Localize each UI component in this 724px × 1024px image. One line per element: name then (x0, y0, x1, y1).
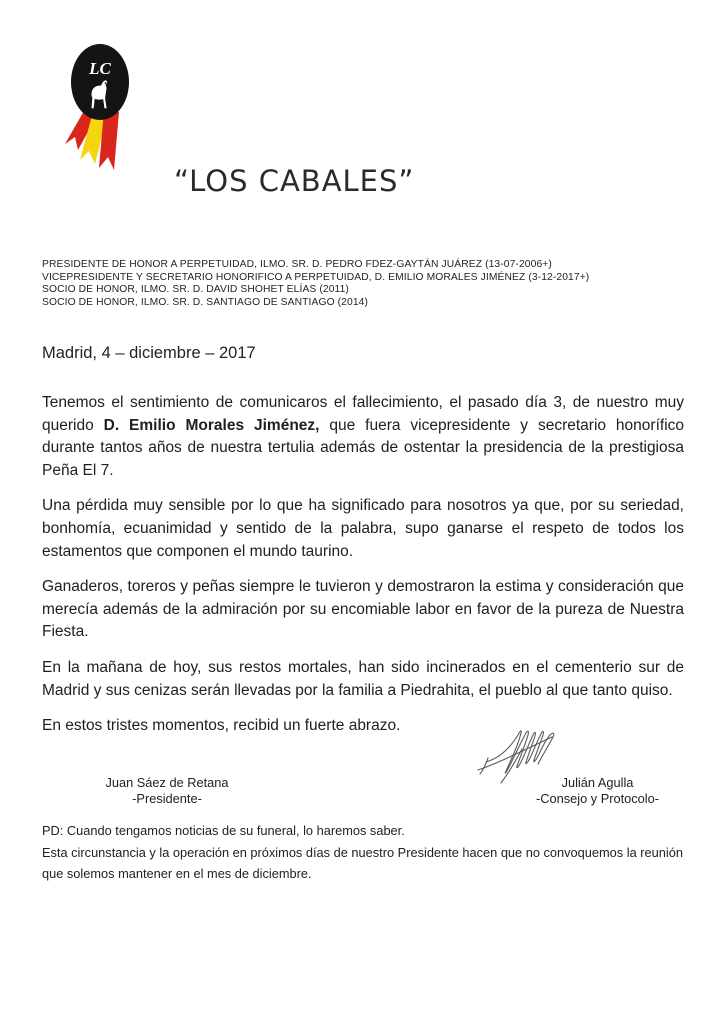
postscript-line-1: PD: Cuando tengamos noticias de su funeral, lo haremos saber. (42, 823, 405, 838)
letter-body (42, 392, 684, 751)
paragraph-2: Una pérdida muy sensible por lo que ha significado para nosotros ya que, por su seriedad, bonhomía, ecuanimidad y sentido de la palabra, supo ganarse el respeto de todos los estamentos que componen el mundo taurino. (42, 497, 684, 560)
signer-role-right: -Consejo y Protocolo- (535, 791, 660, 806)
paragraph-3: Ganaderos, toreros y peñas siempre le tuvieron y demostraron la estima y consideración que merecía además de la admiración por su encomiable labor en favor de la pureza de Nuestra Fiesta. (42, 578, 684, 641)
svg-text:LC: LC (89, 59, 111, 78)
honor-line: PRESIDENTE DE HONOR A PERPETUIDAD, ILMO. SR. D. PEDRO FDEZ-GAYTÁN JUÁREZ (13-07-2006+) (42, 259, 552, 270)
honor-line: SOCIO DE HONOR, ILMO. SR. D. DAVID SHOHET ELÍAS (2011) (42, 284, 349, 296)
honor-line: VICEPRESIDENTE Y SECRETARIO HONORIFICO A PERPETUIDAD, D. EMILIO MORALES JIMÉNEZ (3-12-2017+) (42, 271, 590, 283)
signature-block-right (515, 775, 680, 807)
paragraph-1-pre: Tenemos el sentimiento de comunicaros el fallecimiento, el pasado día 3, de nuestro muy querido (42, 394, 684, 434)
paragraph-4: En la mañana de hoy, sus restos mortales, han sido incinerados en el cementerio sur de Madrid y sus cenizas serán llevadas por la familia a Piedrahita, el pueblo al que tanto quiso. (42, 658, 684, 699)
signer-role-left: -Presidente- (132, 791, 202, 806)
signer-name-left: Juan Sáez de Retana (105, 775, 229, 790)
club-emblem-icon (58, 42, 144, 178)
deceased-name: D. Emilio Morales Jiménez, (103, 416, 320, 434)
postscript (42, 820, 694, 885)
paragraph-5: En estos tristes momentos, recibid un fuerte abrazo. (42, 717, 401, 735)
postscript-line-2: Esta circunstancia y la operación en próximos días de nuestro Presidente hacen que no convoquemos la reunión que solemos mantener en el mes de diciembre. (42, 844, 683, 881)
signer-name-right: Julián Agulla (561, 775, 634, 790)
paragraph-1 (42, 392, 684, 482)
page-title: “LOS CABALES” (174, 164, 415, 198)
signature-block-left (92, 775, 242, 807)
honor-roll (42, 259, 589, 309)
los-cabales-logo (58, 42, 144, 178)
dateline: Madrid, 4 – diciembre – 2017 (42, 344, 256, 362)
paragraph-1-post: que fuera vicepresidente y secretario honorífico durante tantos años de nuestra tertulia además de ostentar la presidencia de la prestigiosa Peña El 7. (42, 416, 685, 479)
honor-line: SOCIO DE HONOR, ILMO. SR. D. SANTIAGO DE SANTIAGO (2014) (42, 296, 369, 308)
